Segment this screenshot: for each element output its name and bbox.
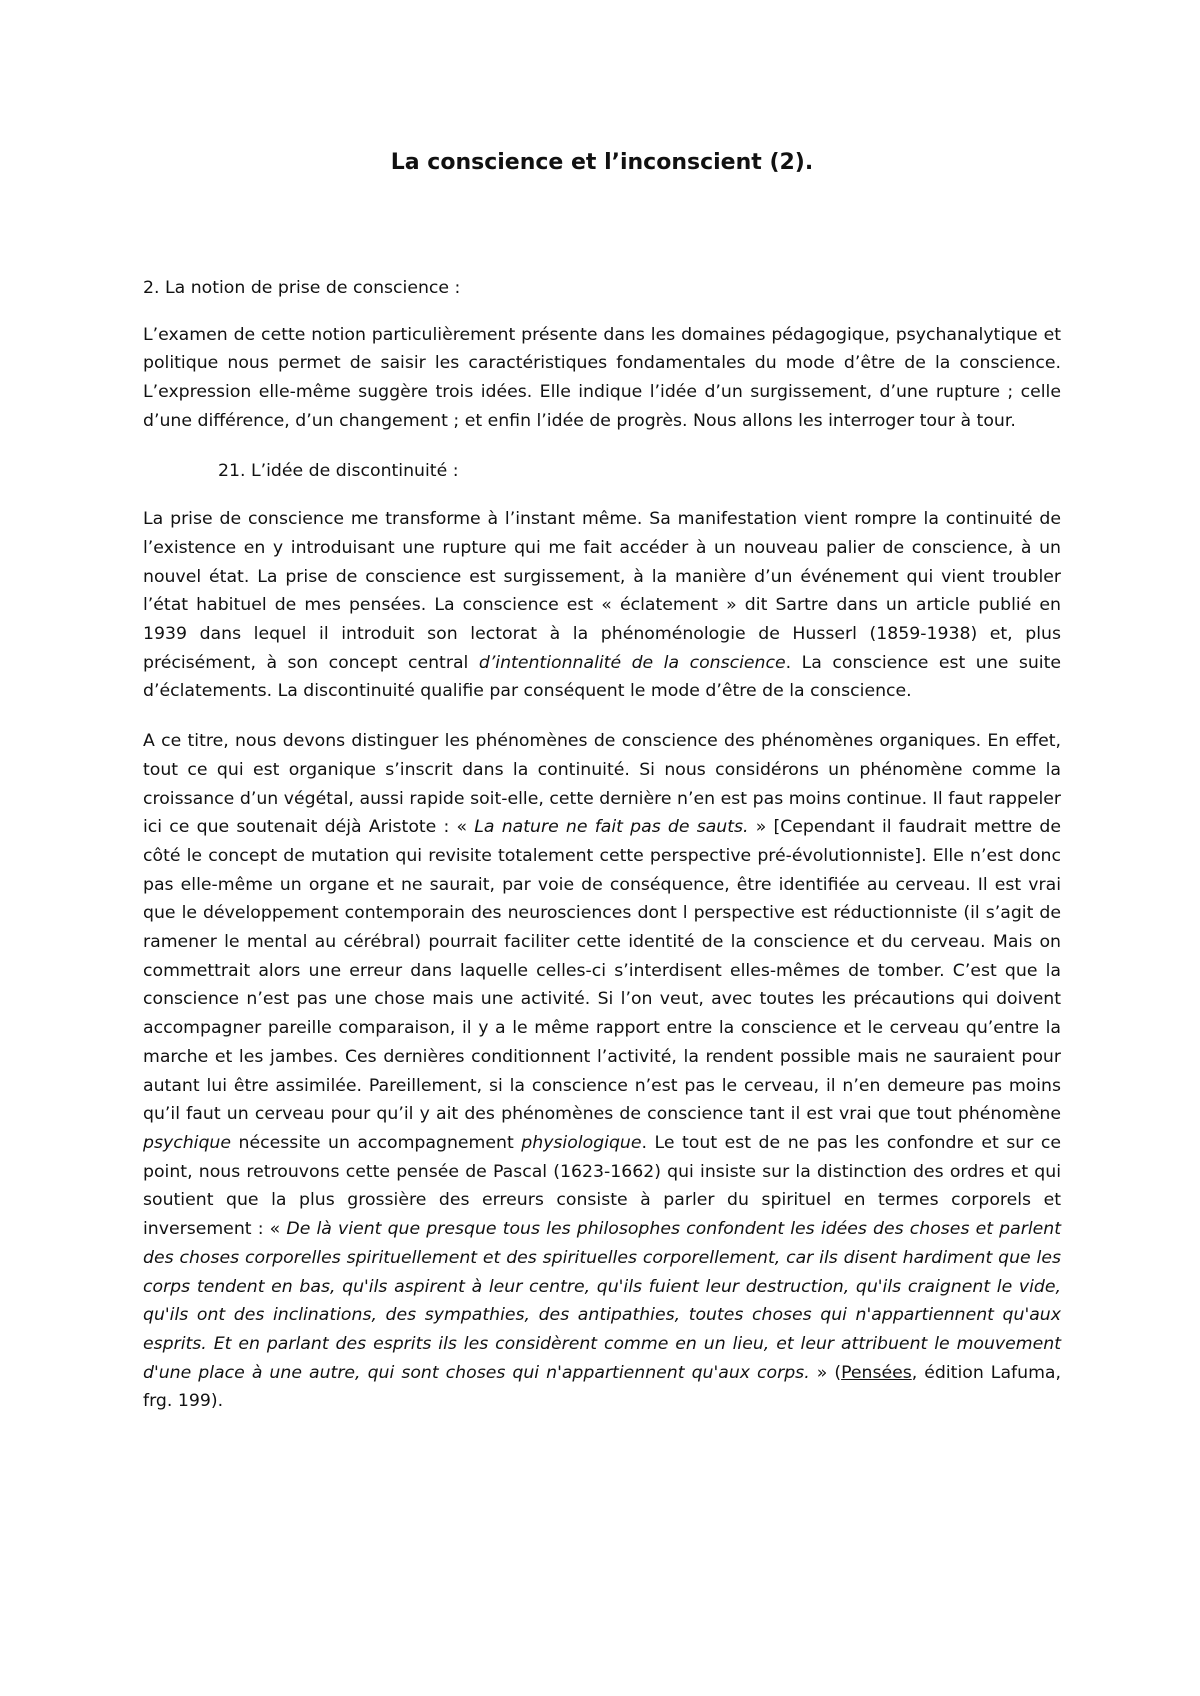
aristotle-quote: La nature ne fait pas de sauts. <box>474 817 749 838</box>
document-title: La conscience et l’inconscient (2). <box>390 150 814 175</box>
subsection-heading: 21. L’idée de discontinuité : <box>218 460 459 481</box>
italic-term: physiologique <box>521 1132 642 1153</box>
italic-term: psychique <box>143 1132 232 1153</box>
text-run: . La conscience est une suite d’éclatements. La discontinuité qualifie par conséquent le mode d’être de la conscience. <box>143 652 1061 702</box>
discontinuity-paragraph <box>143 505 1061 706</box>
document-page <box>143 148 1061 1428</box>
text-run: nécessite un accompagnement <box>231 1132 522 1153</box>
text-run: , édition Lafuma, frg. 199). <box>143 1362 1061 1412</box>
organic-paragraph <box>143 727 1061 1416</box>
intro-paragraph: L’examen de cette notion particulièrement présente dans les domaines pédagogique, psychanalytique et politique nous permet de saisir les caractéristiques fondamentales du mode d’être de la conscience. L’expression elle-même suggère trois idées. Elle indique l’idée d’un surgissement, d’une rupture ; celle d’une différence, d’un changement ; et enfin l’idée de progrès. Nous allons les interroger tour à tour. <box>143 324 1061 431</box>
text-run: » ( <box>809 1362 842 1383</box>
text-run: La prise de conscience me transforme à l’instant même. Sa manifestation vient rompre la continuité de l’existence en y introduisant une rupture qui me fait accéder à un nouveau palier de conscience, à un nouvel état. La prise de conscience est surgissement, à la manière d’un événement qui vient troubler l’état habituel de mes pensées. La conscience est « éclatement » dit Sartre dans un article publié en 1939 dans lequel il introduit son lectorat à la phénoménologie de Husserl (1859-1938) et, plus précisément, à son concept central <box>143 509 1061 673</box>
italic-term: d’intentionnalité de la conscience <box>478 652 786 673</box>
text-run: . Le tout est de ne pas les confondre et sur ce point, nous retrouvons cette pensée de Pascal (1623-1662) qui insiste sur la distinction des ordres et qui soutient que la plus grossière des erreurs consiste à parler du spirituel en termes corporels et inversement : « <box>143 1132 1061 1240</box>
section-heading: 2. La notion de prise de conscience : <box>143 278 461 298</box>
pascal-quote: De là vient que presque tous les philosophes confondent les idées des choses et parlent des choses corporelles spirituellement et des spirituelles corporellement, car ils disent hardiment que les corps tendent en bas, qu'ils aspirent à leur centre, qu'ils fuient leur destruction, qu'ils craignent le vide, qu'ils ont des inclinations, des sympathies, des antipathies, toutes choses qui n'appartiennent qu'aux esprits. Et en parlant des esprits ils les considèrent comme en un lieu, et leur attribuent le mouvement d'une place à une autre, qui sont choses qui n'appartiennent qu'aux corps. <box>143 1219 1061 1383</box>
text-run: » [Cependant il faudrait mettre de côté le concept de mutation qui revisite totalement cette perspective pré-évolutionniste]. Elle n’est donc pas elle-même un organe et ne saurait, par voie de conséquence, être identifiée au cerveau. Il est vrai que le développement contemporain des neurosciences dont l perspective est réductionniste (il s’agit de ramener le mental au cérébral) pourrait faciliter cette identité de la conscience et du cerveau. Mais on commettrait alors une erreur dans laquelle celles-ci s’interdisent elles-mêmes de tomber. C’est que la conscience n’est pas une chose mais une activité. Si l’on veut, avec toutes les précautions qui doivent accompagner pareille comparaison, il y a le même rapport entre la conscience et le cerveau qu’entre la marche et les jambes. Ces dernières conditionnent l’activité, la rendent possible mais ne sauraient pour autant lui être assimilée. Pareillement, si la conscience n’est pas le cerveau, il n’en demeure pas moins qu’il faut un cerveau pour qu’il y ait des phénomènes de conscience tant il est vrai que tout phénomène <box>143 817 1061 1125</box>
text-run: A ce titre, nous devons distinguer les phénomènes de conscience des phénomènes organiques. En effet, tout ce qui est organique s’inscrit dans la continuité. Si nous considérons un phénomène comme la croissance d’un végétal, aussi rapide soit-elle, cette dernière n’en est pas moins continue. Il faut rappeler ici ce que soutenait déjà Aristote : « <box>143 731 1061 838</box>
book-title: Pensées <box>841 1362 912 1383</box>
